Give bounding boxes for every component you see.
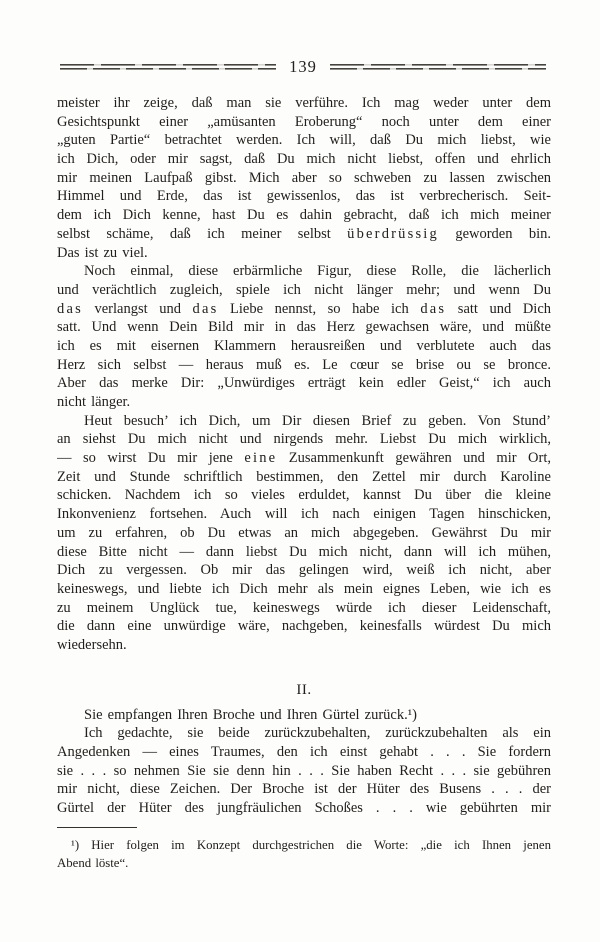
text-line [57, 449, 551, 468]
text-line: Dich zu vergessen. Ob mir das gelingen wird, weiß ich nicht, aber [57, 562, 551, 579]
footnote-separator-rule [57, 827, 137, 828]
text-segment: Zusammenkunft gewähren und mir Ort, [277, 450, 551, 467]
text-line: wiedersehn. [57, 636, 127, 653]
text-line: mir meinen Laufpaß gibst. Mich aber so schweben zu lassen zwischen [57, 169, 551, 186]
text-line: keineswegs, und liebte ich Dich mehr als mein eignes Leben, wie ich es [57, 580, 551, 597]
text-segment: selbst schäme, daß ich meiner selbst [57, 225, 348, 242]
letterspaced-text: das [192, 300, 219, 317]
text-line: Inkonvenienz fortsehen. Auch will ich nach einigen Tagen hinschicken, [57, 506, 551, 523]
text-line: dem ich Dich kenne, hast Du es dahin gebracht, daß ich mich meiner [57, 207, 551, 224]
paragraph [57, 412, 551, 655]
text-segment: verlangst und [82, 300, 193, 317]
text-line: satt. Und wenn Dein Bild mir in das Herz gewachsen wäre, und müßte [57, 319, 551, 336]
text-line: Gesichtspunkt einer „amüsanten Eroberung“ noch unter dem einer [57, 113, 551, 130]
text-line: meister ihr zeige, daß man sie verführe. Ich mag weder unter dem [57, 95, 551, 111]
text-line: Zeit und Stunde schriftlich bestimmen, den Zettel mir durch Karoline [57, 468, 551, 485]
text-section [57, 681, 551, 818]
text-line: an siehst Du mich nicht und nirgends mehr. Liebst Du mich wirklich, [57, 431, 551, 448]
text-line: und verächtlich zugleich, spiele ich nicht länger mehr; und wenn Du [57, 281, 551, 298]
letterspaced-text: überdrüssig [347, 225, 439, 242]
text-segment: Liebe nennst, so habe ich [218, 300, 421, 317]
footnote [57, 827, 551, 872]
text-line: schicken. Nachdem ich so vieles erduldet, kannst Du über die kleine [57, 487, 551, 504]
page-number: 139 [289, 57, 317, 76]
text-segment: — so wirst Du mir jene [57, 450, 245, 467]
text-line: nicht länger. [57, 394, 131, 410]
text-segment: satt und Dich [446, 300, 551, 317]
text-body [57, 94, 551, 818]
text-segment: geworden bin. [438, 225, 551, 242]
footnote-line: Abend löste“. [57, 855, 129, 870]
text-line: die dann eine unwürdige wäre, nachgeben, keinesfalls würdest Du mich [57, 618, 551, 635]
paragraph [57, 724, 551, 817]
text-line: Aber das merke Dir: „Unwürdiges erträgt kein edler Geist,“ ich auch [57, 375, 551, 392]
text-line: ich Dich, oder mir sagst, daß Du mich nicht liebst, offen und ehrlich [57, 151, 551, 168]
header-rule-left [60, 64, 276, 70]
text-line [57, 300, 551, 319]
text-line: ich es mit eisernen Klammern herausreißen und verblutete auch das [57, 337, 551, 354]
text-section [57, 94, 551, 655]
paragraph [57, 706, 551, 725]
text-line: sie . . . so nehmen Sie sie denn hin . . . Sie haben Recht . . . sie gebühren [57, 762, 551, 779]
text-line: mir nicht, diese Zeichen. Der Broche ist der Hüter des Busens . . . der [57, 781, 551, 798]
text-line: Noch einmal, diese erbärmliche Figur, diese Rolle, die lächerlich [84, 263, 551, 280]
paragraph [57, 262, 551, 412]
text-line: „guten Partie“ betrachtet werden. Ich will, daß Du mich liebst, wie [57, 132, 551, 149]
running-head [60, 57, 546, 77]
paragraph [57, 94, 551, 262]
text-line: Heut besuch’ ich Dich, um Dir diesen Brief zu geben. Von Stund’ [84, 412, 551, 429]
text-line: Das ist zu viel. [57, 244, 148, 261]
text-line: Gürtel der Hüter des jungfräulichen Schoßes . . . wie gebührten mir [57, 800, 551, 817]
footnote-line: ¹) Hier folgen im Konzept durchgestrichen die Worte: „die ich Ihnen jenen [71, 837, 551, 852]
letterspaced-text: eine [244, 450, 278, 467]
header-rule-right [330, 64, 546, 70]
letterspaced-text: das [57, 300, 83, 317]
text-line: Himmel und Erde, das ist gewissenlos, das ist verbrecherisch. Seit- [57, 188, 551, 205]
text-line: diese Bitte nicht — dann liebst Du mich nicht, dann will ich mühen, [57, 543, 551, 560]
text-line: um zu erfahren, ob Du etwas an mich abgegeben. Gewährst Du mir [57, 524, 551, 541]
text-line: Angedenken — eines Traumes, den ich einst gehabt . . . Sie fordern [57, 744, 551, 760]
text-line [57, 225, 551, 244]
letterspaced-text: das [420, 300, 447, 317]
text-line: Sie empfangen Ihren Broche und Ihren Gürtel zurück.¹) [84, 706, 417, 723]
text-line: Ich gedachte, sie beide zurückzubehalten, zurückzubehalten als ein [84, 725, 551, 742]
text-line: zu meinem Unglück tue, keineswegs würde ich dieser Leidenschaft, [57, 599, 551, 616]
section-heading: II. [296, 681, 312, 698]
text-line: Herz sich selbst — heraus muß es. Le cœur se brise ou se bronce. [57, 356, 551, 373]
